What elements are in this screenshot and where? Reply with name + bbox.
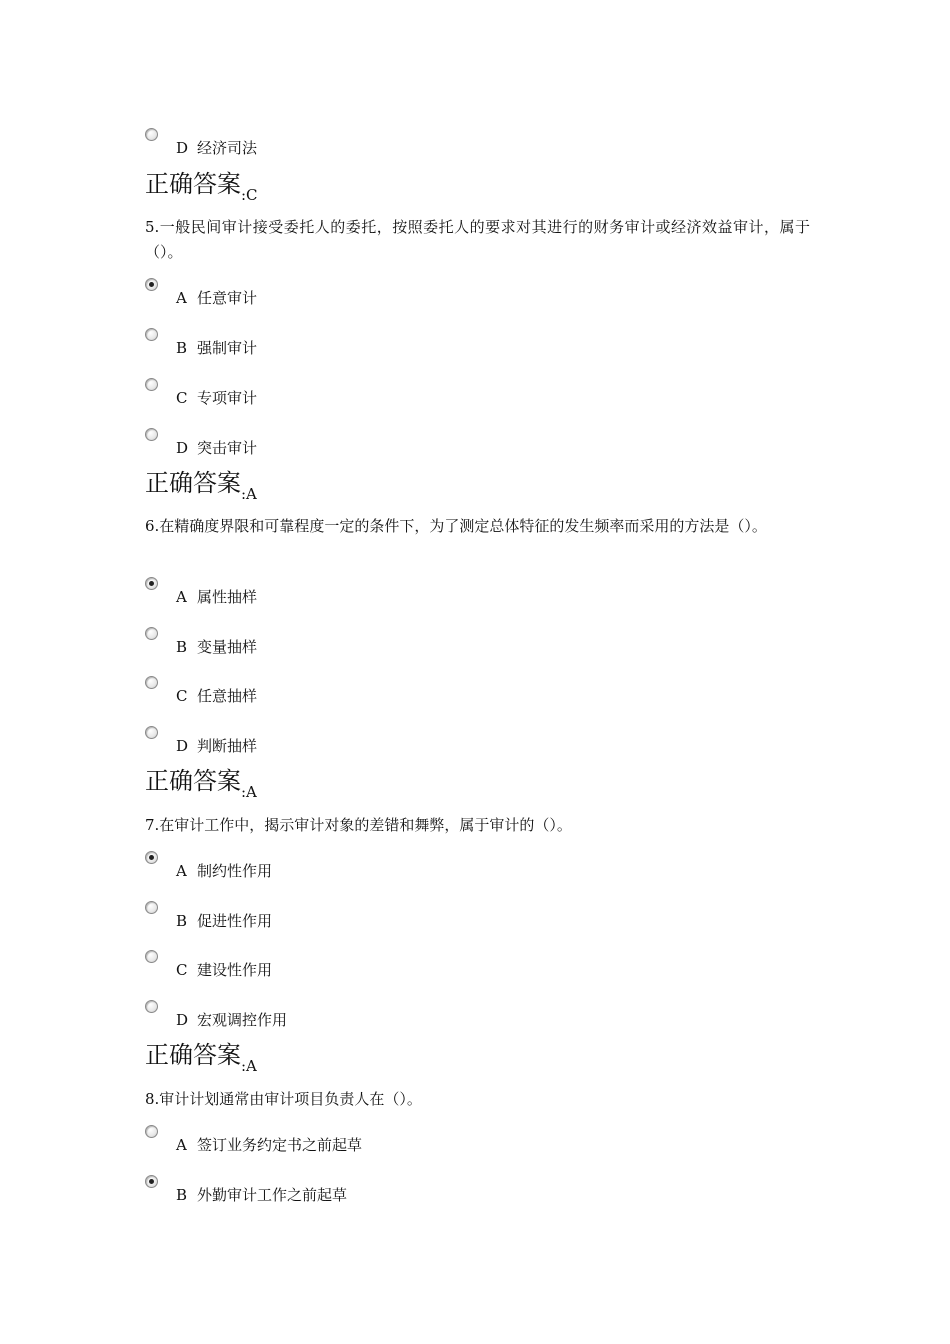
q5-option-c[interactable] <box>145 378 845 412</box>
q6-option-d[interactable] <box>145 726 845 760</box>
option-text: 制约性作用 <box>197 862 273 880</box>
radio-button-icon[interactable] <box>145 950 158 963</box>
option-text: 促进性作用 <box>197 912 273 930</box>
q5-option-d[interactable] <box>145 428 845 462</box>
correct-answer-label: 正确答案 <box>145 1041 241 1069</box>
q4-option-d[interactable] <box>145 128 845 162</box>
radio-button-icon[interactable] <box>145 1175 158 1188</box>
q7-option-c[interactable] <box>145 950 845 984</box>
option-letter: D <box>176 439 189 457</box>
radio-button-icon[interactable] <box>145 128 158 141</box>
correct-answer-value: :A <box>241 1057 257 1075</box>
option-letter: A <box>176 1136 187 1154</box>
option-letter: C <box>176 389 188 407</box>
option-text: 专项审计 <box>197 389 258 407</box>
radio-button-icon[interactable] <box>145 901 158 914</box>
q6-option-c[interactable] <box>145 676 845 710</box>
question-7-text: 7.在审计工作中，揭示审计对象的差错和舞弊，属于审计的（）。 <box>145 816 572 834</box>
radio-button-icon[interactable] <box>145 577 158 590</box>
option-letter: C <box>176 961 188 979</box>
q8-option-a[interactable] <box>145 1125 845 1159</box>
correct-answer-value: :A <box>241 485 257 503</box>
option-letter: B <box>176 339 188 357</box>
correct-answer-label: 正确答案 <box>145 767 241 795</box>
correct-answer-label: 正确答案 <box>145 469 241 497</box>
radio-button-icon[interactable] <box>145 328 158 341</box>
q7-option-a[interactable] <box>145 851 845 885</box>
option-letter: D <box>176 737 189 755</box>
option-text: 签订业务约定书之前起草 <box>197 1136 363 1154</box>
option-text: 经济司法 <box>197 139 258 157</box>
correct-answer <box>145 767 257 801</box>
option-text: 任意抽样 <box>197 687 258 705</box>
q8-option-b[interactable] <box>145 1175 845 1209</box>
correct-answer <box>145 170 258 204</box>
option-letter: A <box>176 862 187 880</box>
option-text: 宏观调控作用 <box>197 1011 288 1029</box>
correct-answer <box>145 1041 257 1075</box>
correct-answer-label: 正确答案 <box>145 170 241 198</box>
correct-answer-value: :C <box>241 186 258 204</box>
option-letter: A <box>176 289 187 307</box>
radio-button-icon[interactable] <box>145 726 158 739</box>
option-text: 建设性作用 <box>197 961 273 979</box>
q7-option-d[interactable] <box>145 1000 845 1034</box>
option-text: 变量抽样 <box>197 638 258 656</box>
option-letter: B <box>176 1186 188 1204</box>
q5-option-a[interactable] <box>145 278 845 312</box>
option-text: 判断抽样 <box>197 737 258 755</box>
option-letter: D <box>176 1011 189 1029</box>
radio-button-icon[interactable] <box>145 378 158 391</box>
radio-button-icon[interactable] <box>145 428 158 441</box>
option-letter: C <box>176 687 188 705</box>
question-8-text: 8.审计计划通常由审计项目负责人在（）。 <box>145 1090 422 1108</box>
radio-button-icon[interactable] <box>145 851 158 864</box>
radio-button-icon[interactable] <box>145 1000 158 1013</box>
option-text: 突击审计 <box>197 439 258 457</box>
q6-option-b[interactable] <box>145 627 845 661</box>
radio-button-icon[interactable] <box>145 278 158 291</box>
correct-answer-value: :A <box>241 783 257 801</box>
option-letter: B <box>176 638 188 656</box>
radio-button-icon[interactable] <box>145 1125 158 1138</box>
option-letter: D <box>176 139 189 157</box>
question-5-text: 5.一般民间审计接受委托人的委托，按照委托人的要求对其进行的财务审计或经济效益审计，属于（）。 <box>145 218 810 261</box>
option-letter: A <box>176 588 187 606</box>
correct-answer <box>145 469 257 503</box>
question-6-text: 6.在精确度界限和可靠程度一定的条件下，为了测定总体特征的发生频率而采用的方法是（）。 <box>145 517 767 535</box>
radio-button-icon[interactable] <box>145 676 158 689</box>
q7-option-b[interactable] <box>145 901 845 935</box>
option-text: 属性抽样 <box>197 588 258 606</box>
option-letter: B <box>176 912 188 930</box>
q6-option-a[interactable] <box>145 577 845 611</box>
option-text: 强制审计 <box>197 339 258 357</box>
option-text: 任意审计 <box>197 289 258 307</box>
option-text: 外勤审计工作之前起草 <box>197 1186 348 1204</box>
radio-button-icon[interactable] <box>145 627 158 640</box>
q5-option-b[interactable] <box>145 328 845 362</box>
